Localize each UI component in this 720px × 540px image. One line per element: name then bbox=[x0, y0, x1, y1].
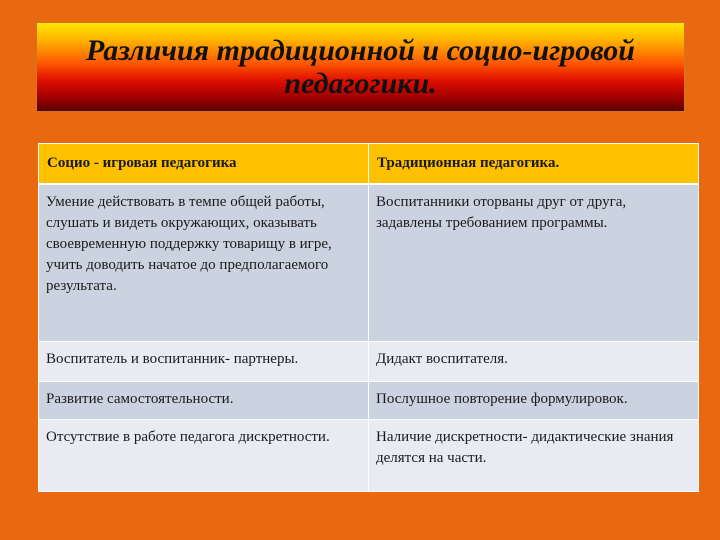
table-row bbox=[39, 342, 699, 382]
table-cell: Умение действовать в темпе общей работы, слушать и видеть окружающих, оказывать своевременную поддержку товарищу в игре, учить доводить начатое до предполагаемого результата. bbox=[39, 184, 369, 342]
title-banner bbox=[36, 22, 685, 112]
table-row bbox=[39, 420, 699, 492]
header-traditional: Традиционная педагогика. bbox=[369, 144, 699, 184]
table-cell: Отсутствие в работе педагога дискретности. bbox=[39, 420, 369, 492]
table-cell: Наличие дискретности- дидактические знания делятся на части. bbox=[369, 420, 699, 492]
comparison-table bbox=[38, 143, 699, 492]
table-cell: Послушное повторение формулировок. bbox=[369, 382, 699, 420]
table-row bbox=[39, 382, 699, 420]
table-cell: Воспитанники оторваны друг от друга, задавлены требованием программы. bbox=[369, 184, 699, 342]
slide-title: Различия традиционной и социо-игровой педагогики. bbox=[86, 34, 635, 100]
table-header-row bbox=[39, 144, 699, 184]
header-socio-game: Социо - игровая педагогика bbox=[39, 144, 369, 184]
table-cell: Воспитатель и воспитанник- партнеры. bbox=[39, 342, 369, 382]
table-row bbox=[39, 184, 699, 342]
table-cell: Дидакт воспитателя. bbox=[369, 342, 699, 382]
table-cell: Развитие самостоятельности. bbox=[39, 382, 369, 420]
